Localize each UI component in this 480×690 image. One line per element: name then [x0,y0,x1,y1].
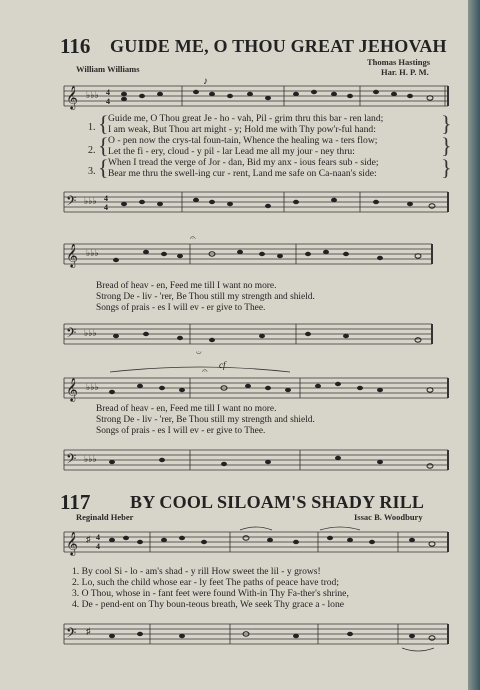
verse-brace: { [98,155,109,180]
dynamic-mark: cf [219,360,226,370]
svg-text:♭♭♭: ♭♭♭ [84,328,97,338]
svg-text:♯: ♯ [86,534,91,544]
lyric-line: Songs of prais - es I will ev - er give to Thee. [96,303,266,313]
author-credit: William Williams [76,64,140,74]
svg-text:♪: ♪ [203,78,208,87]
music-staff-bass-3 [0,440,468,480]
svg-text:𝄞: 𝄞 [66,245,78,267]
music-staff-treble-4 [0,522,468,562]
lyric-line: Strong De - liv - 'rer, Be Thou still my strength and shield. [96,415,315,425]
lyric-line: 1. By cool Si - lo - am's shad - y rill How sweet the lil - y grows! [72,566,321,577]
lyric-line: O - pen now the crys-tal foun-tain, Whence the healing wa - ters flow; [108,135,378,146]
svg-text:♭♭♭: ♭♭♭ [84,454,97,464]
verse-brace: { [98,111,109,136]
svg-text:𝄞: 𝄞 [66,379,78,401]
composer-credit: Thomas Hastings [367,57,431,67]
svg-text:𝄞: 𝄞 [66,87,78,109]
svg-text:♭♭♭: ♭♭♭ [86,248,99,258]
verse-lyrics [108,113,383,179]
hymn-title: BY COOL SILOAM'S SHADY RILL [130,492,425,512]
lyric-line: Songs of prais - es I will ev - er give to Thee. [96,426,266,436]
lyric-line: When I tread the verge of Jor - dan, Bid my anx - ious fears sub - side; [108,157,379,168]
verse-number: 1. [88,122,96,133]
verse-brace: } [441,133,452,158]
svg-text:♯: ♯ [86,626,91,636]
svg-text:𝄢: 𝄢 [66,627,77,644]
svg-text:♭♭♭: ♭♭♭ [86,90,99,100]
lyric-line: Guide me, O Thou great Je - ho - vah, Pil - grim thru this bar - ren land; [108,113,384,124]
svg-text:4: 4 [96,533,100,542]
lyric-line: Bread of heav - en, Feed me till I want no more. [96,281,277,291]
author-credit: Reginald Heber [76,512,134,522]
svg-text:4: 4 [106,88,110,97]
verse-number: 3. [88,166,96,177]
refrain-lyrics [96,404,315,437]
book-spine-edge [468,0,480,690]
svg-text:𝄑: 𝄑 [196,348,202,358]
music-staff-treble-2 [0,234,468,278]
music-staff-bass-2 [0,314,468,358]
lyric-line: I am weak, But Thou art might - y; Hold me with Thy pow'r-ful hand: [108,124,376,135]
svg-text:4: 4 [106,97,110,106]
svg-text:4: 4 [96,542,100,551]
hymn-number: 116 [60,34,91,58]
lyric-line: 2. Lo, such the child whose ear - ly feet The paths of peace have trod; [72,577,340,588]
verse-brace: } [441,155,452,180]
refrain-lyrics [96,281,315,314]
music-staff-treble-1 [0,78,468,118]
lyric-line: Bear me thru the swell-ing cur - rent, Land me safe on Ca-naan's side: [108,168,377,179]
composer-credit: Issac B. Woodbury [354,512,423,522]
svg-text:𝄐: 𝄐 [190,234,196,244]
svg-text:𝄞: 𝄞 [66,533,78,555]
verse-lyrics [72,566,349,610]
svg-text:𝄢: 𝄢 [66,453,77,470]
svg-text:𝄢: 𝄢 [66,195,77,212]
svg-text:♭♭♭: ♭♭♭ [86,382,99,392]
verse-brace: } [441,111,452,136]
music-staff-bass-4 [0,614,468,654]
lyric-line: Bread of heav - en, Feed me till I want no more. [96,404,277,414]
hymn-title: GUIDE ME, O THOU GREAT JEHOVAH [110,36,447,56]
svg-text:4: 4 [104,203,108,212]
svg-text:4: 4 [104,194,108,203]
arranger-credit: Har. H. P. M. [381,67,429,77]
lyric-line: 4. De - pend-ent on Thy boun-teous breath, We seek Thy grace a - lone [72,599,345,610]
svg-text:𝄐: 𝄐 [202,366,208,377]
lyric-line: Let the fi - ery, cloud - y pil - lar Lead me all my jour - ney thru: [108,146,355,157]
svg-text:𝄢: 𝄢 [66,327,77,344]
hymn-number: 117 [60,490,91,514]
verse-number: 2. [88,145,96,156]
lyric-line: 3. O Thou, whose in - fant feet were found With-in Thy Fa-ther's shrine, [72,588,349,599]
music-staff-bass-1 [0,182,468,222]
lyric-line: Strong De - liv - 'rer, Be Thou still my strength and shield. [96,292,315,302]
svg-text:♭♭♭: ♭♭♭ [84,196,97,206]
verse-brace: { [98,133,109,158]
